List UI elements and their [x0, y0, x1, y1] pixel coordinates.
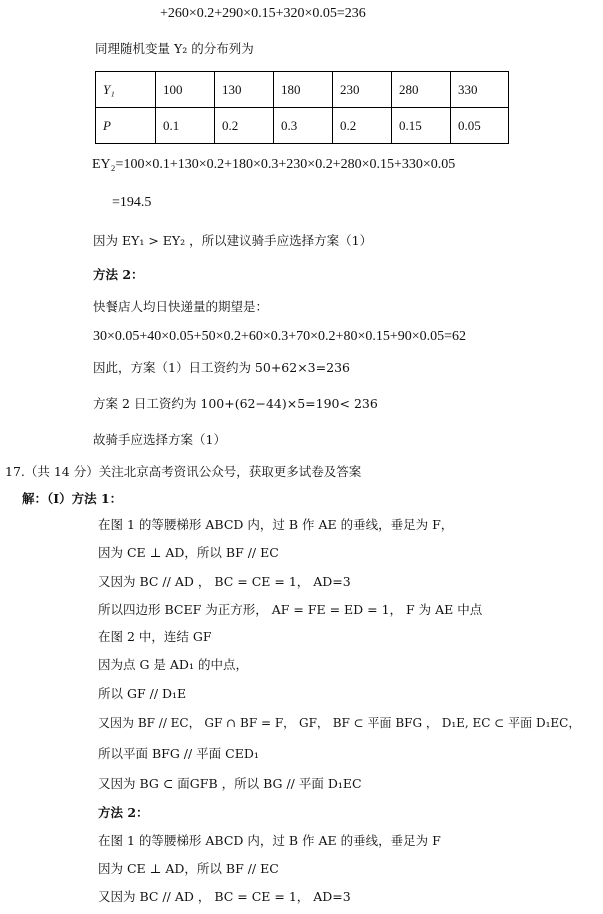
text-line: 因为 EY₁ > EY₂ ，所以建议骑手应选择方案（1） [93, 233, 373, 248]
equation-continuation: +260×0.2+290×0.15+320×0.05=236 [160, 6, 366, 21]
text-line: 又因为 BC // AD ， BC = CE = 1， AD=3 [98, 574, 351, 589]
text-line: 又因为 BG ⊂ 面GFB ，所以 BG // 平面 D₁EC [98, 776, 362, 791]
table-cell: 0.1 [156, 108, 215, 144]
text-line: 因为 CE ⊥ AD，所以 BF // EC [98, 545, 279, 560]
text-line: 快餐店人均日快递量的期望是： [93, 299, 269, 314]
text-line: 因为 CE ⊥ AD，所以 BF // EC [98, 861, 279, 876]
text-line: 因为点 G 是 AD₁ 的中点， [98, 657, 248, 672]
table-header-cell: Y₁ [96, 72, 156, 108]
text-line: 所以四边形 BCEF 为正方形， AF = FE = ED = 1， F 为 AE 中点 [98, 602, 483, 617]
table-cell: 100 [156, 72, 215, 108]
equation-result: =194.5 [112, 195, 152, 210]
text-line: 同理随机变量 Y₂ 的分布列为 [95, 41, 254, 56]
text-line: 又因为 BF // EC， GF ∩ BF = F， GF， BF ⊂ 平面 BFG ， D₁E, EC ⊂ 平面 D₁EC， [98, 716, 581, 730]
solution-heading: 解：（I）方法 1： [22, 491, 123, 506]
text-line: 因此，方案（1）日工资约为 50+62×3=236 [93, 360, 350, 375]
text-line: 所以 GF // D₁E [98, 686, 187, 701]
method-heading: 方法 2： [98, 805, 149, 820]
text-line: 所以平面 BFG // 平面 CED₁ [98, 746, 259, 761]
table-cell: 0.15 [392, 108, 451, 144]
table-cell: 0.2 [215, 108, 274, 144]
table-header-cell: P [96, 108, 156, 144]
distribution-table [95, 71, 509, 144]
table-cell: 0.3 [274, 108, 333, 144]
method-heading: 方法 2： [93, 267, 144, 282]
text-line: 又因为 BC // AD ， BC = CE = 1， AD=3 [98, 889, 351, 904]
text-line: 方案 2 日工资约为 100+(62−44)×5=190< 236 [93, 396, 378, 411]
table-row [96, 108, 509, 144]
problem-heading: 17.（共 14 分）关注北京高考资讯公众号，获取更多试卷及答案 [5, 464, 362, 479]
text-line: 故骑手应选择方案（1） [93, 432, 226, 447]
table-cell: 280 [392, 72, 451, 108]
equation: 30×0.05+40×0.05+50×0.2+60×0.3+70×0.2+80×0.15+90×0.05=62 [93, 329, 467, 344]
table-cell: 130 [215, 72, 274, 108]
table-row [96, 72, 509, 108]
table-cell: 230 [333, 72, 392, 108]
table-cell: 180 [274, 72, 333, 108]
text-line: 在图 2 中，连结 GF [98, 629, 212, 644]
text-line: 在图 1 的等腰梯形 ABCD 内，过 B 作 AE 的垂线，垂足为 F [98, 833, 441, 848]
text-line: 在图 1 的等腰梯形 ABCD 内，过 B 作 AE 的垂线，垂足为 F， [98, 517, 454, 532]
equation: EY₂=100×0.1+130×0.2+180×0.3+230×0.2+280×0.15+330×0.05 [92, 157, 456, 172]
table-cell: 330 [451, 72, 509, 108]
table-cell: 0.05 [451, 108, 509, 144]
table-cell: 0.2 [333, 108, 392, 144]
